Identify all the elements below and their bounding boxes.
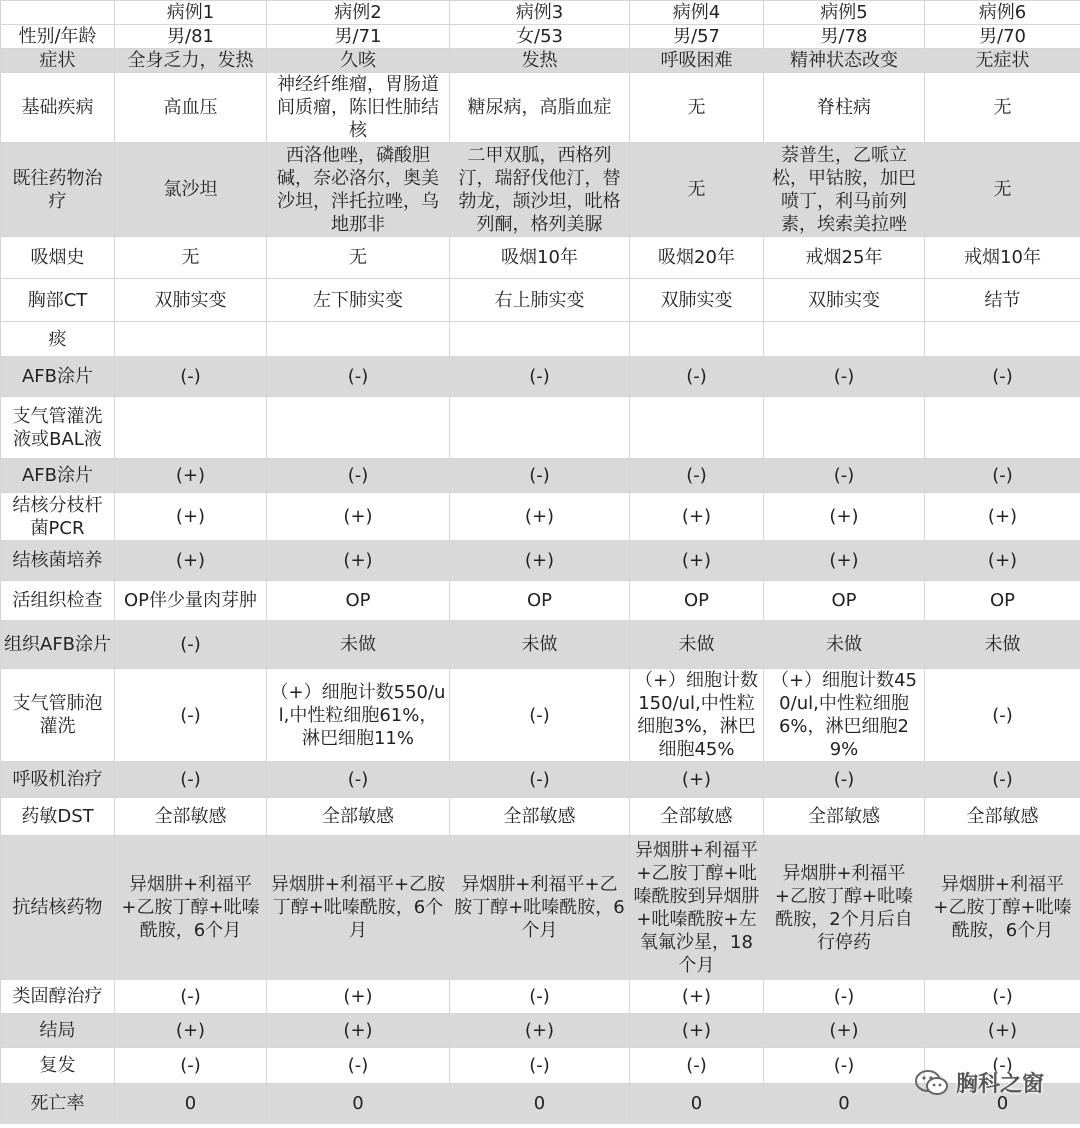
table-cell: 0: [115, 1084, 267, 1124]
row-label: 支气管肺泡灌洗: [1, 669, 115, 762]
table-cell: 吸烟10年: [450, 237, 630, 279]
table-cell: (-): [925, 459, 1080, 493]
header-corner: [1, 1, 115, 25]
table-cell: 脊柱病: [764, 73, 925, 143]
table-cell: 全部敏感: [630, 798, 764, 836]
table-cell: 无: [630, 73, 764, 143]
table-cell: 精神状态改变: [764, 49, 925, 73]
table-row: [1, 493, 1080, 541]
table-cell: OP: [267, 581, 450, 621]
table-row: [1, 836, 1080, 980]
table-cell: (+): [450, 1014, 630, 1048]
table-cell: 异烟肼+利福平+乙胺丁醇+吡嗪酰胺，6个月: [267, 836, 450, 980]
table-cell: 戒烟25年: [764, 237, 925, 279]
row-label: 基础疾病: [1, 73, 115, 143]
table-row: [1, 237, 1080, 279]
table-cell: (-): [925, 762, 1080, 798]
row-label: 组织AFB涂片: [1, 621, 115, 669]
column-header: 病例2: [267, 1, 450, 25]
table-row: [1, 143, 1080, 237]
table-cell: 男/57: [630, 25, 764, 49]
table-cell: (+): [630, 762, 764, 798]
table-cell: (-): [450, 762, 630, 798]
row-label: 结局: [1, 1014, 115, 1048]
table-cell: 女/53: [450, 25, 630, 49]
table-row: [1, 669, 1080, 762]
column-header: 病例6: [925, 1, 1080, 25]
row-label: 活组织检查: [1, 581, 115, 621]
table-cell: 异烟肼+利福平+乙胺丁醇+吡嗪酰胺，6个月: [115, 836, 267, 980]
row-label: 结核分枝杆菌PCR: [1, 493, 115, 541]
table-cell: 无症状: [925, 49, 1080, 73]
table-cell: (+): [267, 541, 450, 581]
table-row: [1, 49, 1080, 73]
row-label: 抗结核药物: [1, 836, 115, 980]
row-label: 胸部CT: [1, 279, 115, 322]
table-cell: 全部敏感: [925, 798, 1080, 836]
table-cell: [925, 322, 1080, 357]
table-cell: (+): [630, 980, 764, 1014]
table-row: [1, 1014, 1080, 1048]
table-cell: (-): [450, 459, 630, 493]
table-cell: 双肺实变: [630, 279, 764, 322]
table-cell: （+）细胞计数150/ul,中性粒细胞3%，淋巴细胞45%: [630, 669, 764, 762]
table-cell: 0: [267, 1084, 450, 1124]
row-label: 呼吸机治疗: [1, 762, 115, 798]
table-cell: (+): [450, 541, 630, 581]
table-cell: 未做: [925, 621, 1080, 669]
table-cell: [115, 322, 267, 357]
row-label: 既往药物治疗: [1, 143, 115, 237]
table-cell: (-): [925, 357, 1080, 397]
table-row: [1, 459, 1080, 493]
table-cell: (+): [267, 980, 450, 1014]
table-cell: (-): [115, 980, 267, 1014]
table-cell: 高血压: [115, 73, 267, 143]
table-cell: 0: [450, 1084, 630, 1124]
table-cell: 神经纤维瘤，胃肠道间质瘤，陈旧性肺结核: [267, 73, 450, 143]
table-cell: (+): [450, 493, 630, 541]
table-cell: [450, 397, 630, 459]
table-cell: 糖尿病，高脂血症: [450, 73, 630, 143]
table-cell: 久咳: [267, 49, 450, 73]
table-cell: (-): [450, 980, 630, 1014]
table-cell: 男/78: [764, 25, 925, 49]
table-cell: (+): [630, 493, 764, 541]
table-row: [1, 25, 1080, 49]
table-cell: 发热: [450, 49, 630, 73]
table-cell: 未做: [450, 621, 630, 669]
table-cell: [115, 397, 267, 459]
table-cell: (-): [115, 1048, 267, 1084]
table-cell: (-): [764, 762, 925, 798]
table-cell: 男/71: [267, 25, 450, 49]
table-cell: 全部敏感: [764, 798, 925, 836]
row-label: AFB涂片: [1, 357, 115, 397]
row-label: 痰: [1, 322, 115, 357]
table-cell: 未做: [764, 621, 925, 669]
table-cell: OP伴少量肉芽肿: [115, 581, 267, 621]
table-cell: 全部敏感: [450, 798, 630, 836]
table-cell: 吸烟20年: [630, 237, 764, 279]
table-cell: (-): [630, 357, 764, 397]
table-cell: (+): [115, 459, 267, 493]
table-cell: (-): [450, 669, 630, 762]
table-cell: 结节: [925, 279, 1080, 322]
table-cell: (+): [764, 1014, 925, 1048]
row-label: 类固醇治疗: [1, 980, 115, 1014]
table-cell: OP: [764, 581, 925, 621]
table-cell: (-): [115, 669, 267, 762]
table-cell: 萘普生，乙哌立松，甲钴胺，加巴喷丁，利马前列素，埃索美拉唑: [764, 143, 925, 237]
table-cell: 未做: [630, 621, 764, 669]
table-cell: 全身乏力，发热: [115, 49, 267, 73]
table-cell: (-): [764, 357, 925, 397]
table-cell: [925, 397, 1080, 459]
table-cell: 无: [630, 143, 764, 237]
table-cell: 异烟肼+利福平+乙胺丁醇+吡嗪酰胺到异烟肼+吡嗪酰胺+左氧氟沙星，18个月: [630, 836, 764, 980]
table-cell: (-): [267, 459, 450, 493]
table-cell: 无: [925, 143, 1080, 237]
table-cell: [267, 397, 450, 459]
row-label: 复发: [1, 1048, 115, 1084]
table-cell: （+）细胞计数550/ul,中性粒细胞61%，淋巴细胞11%: [267, 669, 450, 762]
table-cell: 男/70: [925, 25, 1080, 49]
table-cell: (+): [115, 493, 267, 541]
table-cell: (-): [630, 459, 764, 493]
table-cell: 无: [267, 237, 450, 279]
table-cell: (-): [764, 980, 925, 1014]
column-header: 病例5: [764, 1, 925, 25]
table-cell: (-): [630, 1048, 764, 1084]
table-cell: 戒烟10年: [925, 237, 1080, 279]
header-row: [1, 1, 1080, 25]
table-cell: 无: [115, 237, 267, 279]
table-row: [1, 798, 1080, 836]
table-row: [1, 322, 1080, 357]
table-cell: 左下肺实变: [267, 279, 450, 322]
table-cell: [450, 322, 630, 357]
row-label: 症状: [1, 49, 115, 73]
table-cell: 异烟肼+利福平+乙胺丁醇+吡嗪酰胺，6个月: [925, 836, 1080, 980]
table-row: [1, 279, 1080, 322]
table-cell: (+): [925, 1014, 1080, 1048]
row-label: 药敏DST: [1, 798, 115, 836]
table-row: [1, 621, 1080, 669]
table-cell: (-): [925, 1048, 1080, 1084]
table-cell: 二甲双胍，西格列汀，瑞舒伐他汀，替勃龙，颉沙坦，吡格列酮，格列美脲: [450, 143, 630, 237]
column-header: 病例3: [450, 1, 630, 25]
table-cell: （+）细胞计数450/ul,中性粒细胞6%，淋巴细胞29%: [764, 669, 925, 762]
row-label: 结核菌培养: [1, 541, 115, 581]
table-cell: 异烟肼+利福平+乙胺丁醇+吡嗪酰胺，6个月: [450, 836, 630, 980]
table-cell: (+): [764, 541, 925, 581]
table-cell: (+): [925, 493, 1080, 541]
table-row: [1, 397, 1080, 459]
table-cell: 0: [925, 1084, 1080, 1124]
row-label: AFB涂片: [1, 459, 115, 493]
table-row: [1, 357, 1080, 397]
table-cell: 呼吸困难: [630, 49, 764, 73]
table-cell: (-): [115, 762, 267, 798]
table-cell: OP: [630, 581, 764, 621]
watermark: [914, 1067, 1044, 1098]
table-cell: 双肺实变: [764, 279, 925, 322]
watermark-text: 胸科之窗: [955, 1072, 1044, 1097]
table-cell: (-): [764, 1048, 925, 1084]
row-label: 支气管灌洗液或BAL液: [1, 397, 115, 459]
table-cell: [630, 397, 764, 459]
row-label: 吸烟史: [1, 237, 115, 279]
table-cell: 0: [630, 1084, 764, 1124]
table-cell: (-): [115, 621, 267, 669]
table-cell: 全部敏感: [115, 798, 267, 836]
table-cell: (+): [925, 541, 1080, 581]
table-cell: (+): [267, 1014, 450, 1048]
table-cell: (-): [925, 980, 1080, 1014]
table-cell: (-): [764, 459, 925, 493]
table-cell: (+): [267, 493, 450, 541]
table-cell: 无: [925, 73, 1080, 143]
table-cell: (+): [630, 541, 764, 581]
table-cell: 氯沙坦: [115, 143, 267, 237]
table-row: [1, 73, 1080, 143]
table-cell: 全部敏感: [267, 798, 450, 836]
table-cell: (+): [764, 493, 925, 541]
table-row: [1, 541, 1080, 581]
table-cell: 双肺实变: [115, 279, 267, 322]
wechat-icon: [914, 1069, 950, 1097]
table-row: [1, 980, 1080, 1014]
table-cell: (-): [267, 1048, 450, 1084]
table-cell: [764, 397, 925, 459]
table-cell: 男/81: [115, 25, 267, 49]
table-row: [1, 762, 1080, 798]
row-label: 死亡率: [1, 1084, 115, 1124]
table-cell: (+): [115, 1014, 267, 1048]
table-cell: [764, 322, 925, 357]
table-cell: (-): [450, 357, 630, 397]
table-cell: (-): [267, 357, 450, 397]
column-header: 病例1: [115, 1, 267, 25]
column-header: 病例4: [630, 1, 764, 25]
table-cell: 右上肺实变: [450, 279, 630, 322]
table-cell: [630, 322, 764, 357]
table-cell: (-): [267, 762, 450, 798]
table-cell: (+): [115, 541, 267, 581]
row-label: 性别/年龄: [1, 25, 115, 49]
table-cell: (-): [115, 357, 267, 397]
table-cell: 西洛他唑，磷酸胆碱，奈必洛尔，奥美沙坦，泮托拉唑，乌地那非: [267, 143, 450, 237]
table-row: [1, 581, 1080, 621]
table-cell: (+): [630, 1014, 764, 1048]
table-cell: (-): [450, 1048, 630, 1084]
table-cell: 未做: [267, 621, 450, 669]
table-cell: OP: [450, 581, 630, 621]
table-cell: 0: [764, 1084, 925, 1124]
table-cell: (-): [925, 669, 1080, 762]
table-cell: 异烟肼+利福平+乙胺丁醇+吡嗪酰胺，2个月后自行停药: [764, 836, 925, 980]
table-cell: OP: [925, 581, 1080, 621]
table-cell: [267, 322, 450, 357]
